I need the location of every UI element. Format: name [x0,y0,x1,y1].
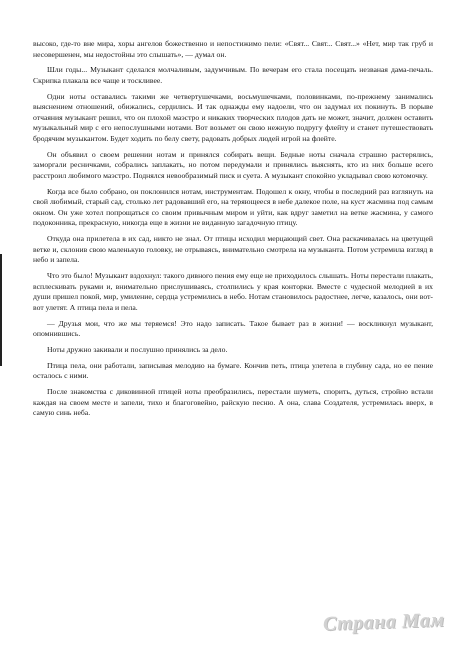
story-text [33,39,433,419]
paragraph: Птица пела, они работали, записывая мелодию на бумаге. Кончив петь, птица улетела в глубину сада, но ее пение осталось с ними. [33,360,433,381]
paragraph: Что это было! Музыкант вздохнул: такого дивного пения ему еще не приходилось слышать. Ноты перестали плакать, всплескивать руками и, внимательно прислушиваясь, столпились у края конторки. Вместе с чудесной мелодией в их души пришел покой, мир, умиление, сердца устремились в небо. Нотам становилось радостнее, легче, казалось, они вот-вот улетят. А птица пела и пела. [33,271,433,312]
paragraph: Он объявил о своем решении нотам и принялся собирать вещи. Бедные ноты сначала страшно растерялись, заморгали ресничками, собрались заплакать, но потом передумали и принялись выяснять, кто из них больше всего расстроил любимого маэстро. Поднялся невообразимый писк и суета. А музыкант спокойно укладывал свою котомочку. [33,149,433,180]
paragraph: Одни ноты оставались такими же четвертушечками, восьмушечками, половинками, по-прежнему занимались выяснением отношений, обижались, сердились. И так однажды ему надоели, что он задумал их покинуть. В порыве отчаяния музыкант решил, что он плохой маэстро и никаких творческих плодов дать не может, значит, должен оставить музыкальный мир с его непослушными нотами. Вот возьмет он свою нежную подругу флейту и станет путешествовать бродячим музыкантом. Будет ходить по белу свету, радовать добрых людей игрой на флейте. [33,91,433,143]
paragraph: — Друзья мои, что же мы теряемся! Это надо записать. Такое бывает раз в жизни! — воскликнул музыкант, опомнившись. [33,318,433,339]
margin-mark [0,254,2,366]
paragraph: высоко, где-то вне мира, хоры ангелов божественно и непостижимо пели: «Свят... Свят... Свят...» «Нет, мир так груб и несовершенен, мы недостойны это слышать», — думал он. [33,39,433,59]
paragraph: После знакомства с диковинной птицей ноты преобразились, перестали шуметь, спорить, дуться, стройно встали каждая на своем месте и запели, тихо и благоговейно, райскую песню. А она, слава Создателя, устремилась вверх, в самую синь неба. [33,387,433,418]
paragraph: Откуда она прилетела в их сад, никто не знал. От птицы исходил мерцающий свет. Она раскачивалась на цветущей ветке и, склонив свою маленькую головку, не отрываясь, внимательно смотрела на музыканта. Потом устремила взгляд в небо и запела. [33,234,433,265]
paragraph: Ноты дружно закивали и послушно принялись за дело. [47,345,228,355]
paragraph: Когда все было собрано, он поклонился нотам, инструментам. Подошел к окну, чтобы в последний раз взглянуть на свой любимый, старый сад, столько лет радовавший его, на теряющееся в небе далекое поле, на куст жасмина под самым окном. Он уже хотел попрощаться со своим привычным миром и уйти, как вдруг заметил на ветке жасмина, у самого подоконника, прекрасную, никогда еще в жизни не виданную загадочную птицу. [33,186,433,228]
watermark-logo: Страна Мам [322,608,445,636]
paragraph: Шли годы... Музыкант сделался молчаливым, задумчивым. По вечерам его стала посещать незваная дама-печаль. Скрипка плакала все чаще и тоскливее. [33,65,433,85]
